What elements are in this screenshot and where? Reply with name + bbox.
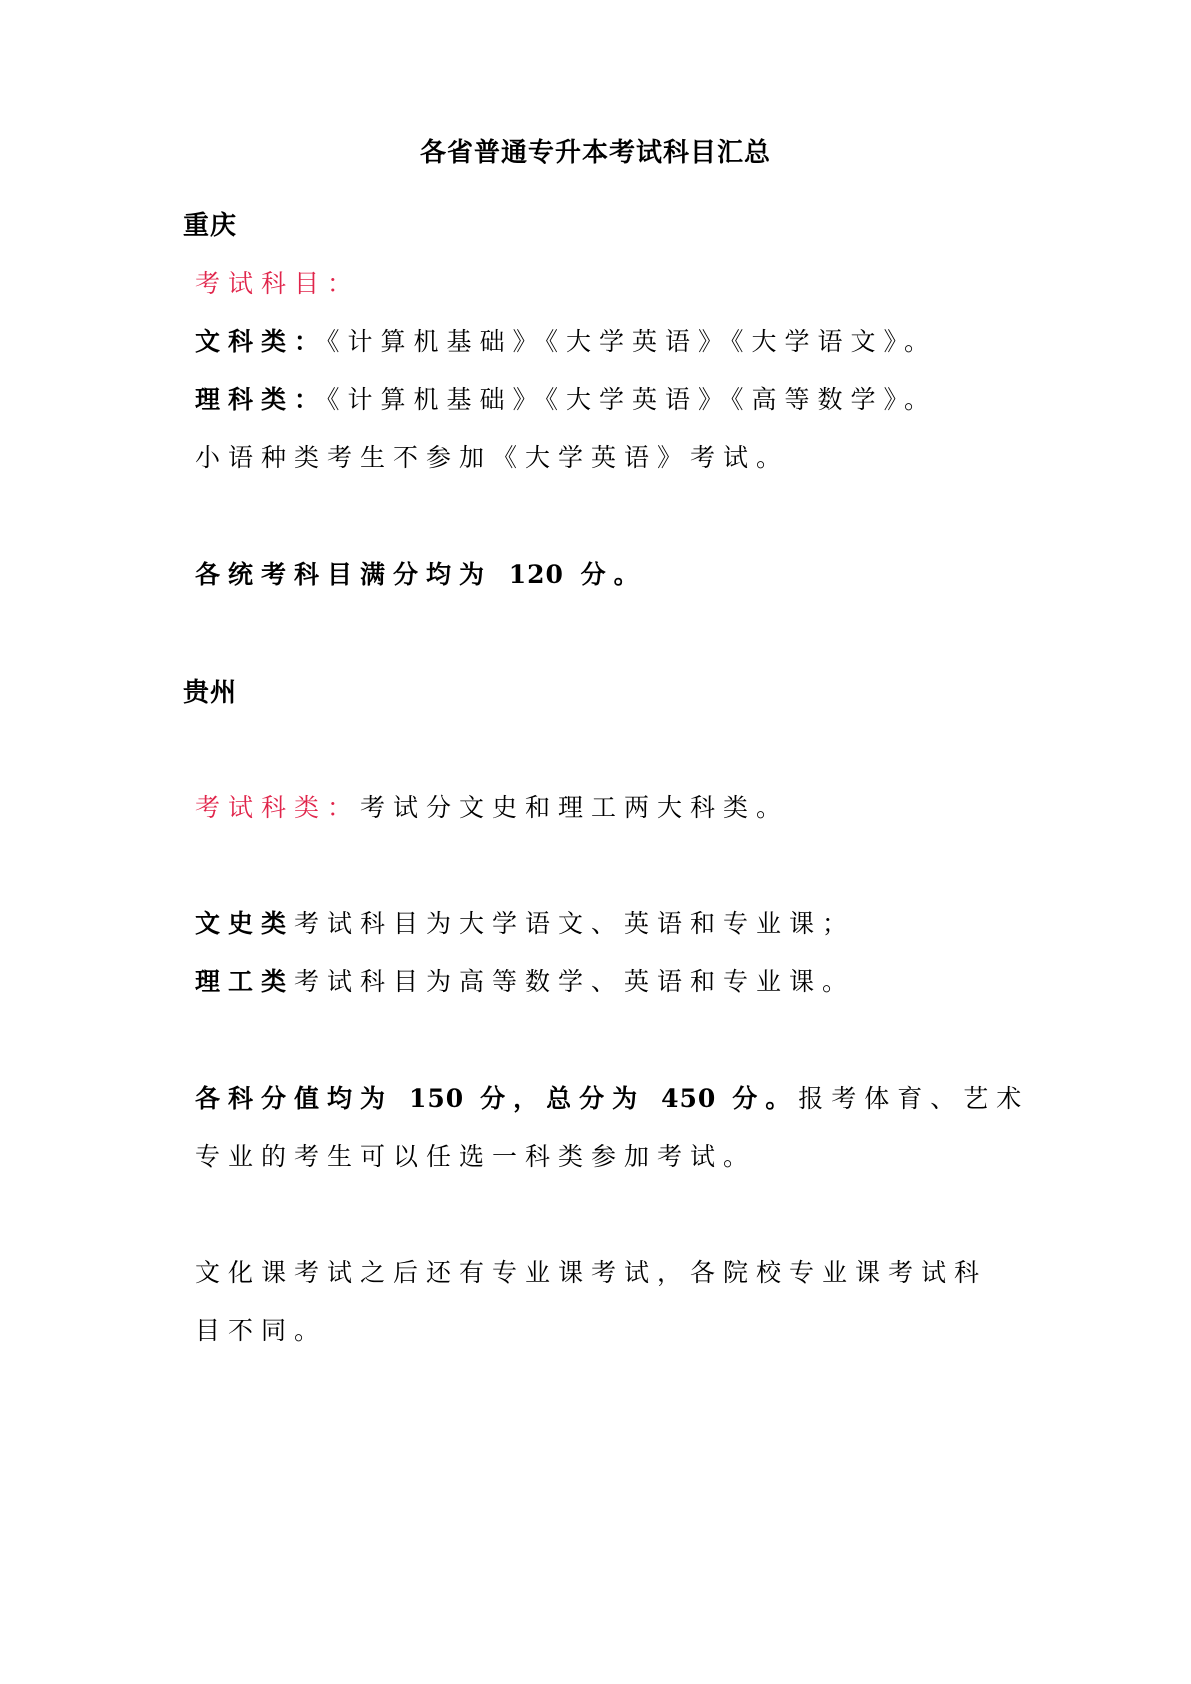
score-line-2: 专业的考生可以任选一科类参加考试。	[195, 1142, 757, 1171]
wenke-text: 《计算机基础》《大学英语》《大学语文》。	[327, 327, 938, 356]
score-part-1: 各科分值均为	[195, 1084, 394, 1113]
exam-category-line	[195, 788, 789, 824]
full-score-value: 120	[508, 560, 564, 589]
page-title: 各省普通专升本考试科目汇总	[419, 138, 771, 168]
region-heading-chongqing: 重庆	[183, 211, 238, 241]
exam-category-text: 考试分文史和理工两大科类。	[360, 793, 790, 822]
ligong-line	[195, 962, 855, 998]
ligong-label: 理工类	[195, 967, 295, 996]
wenke-subjects-line	[195, 322, 937, 358]
like-label: 理科类：	[195, 385, 328, 414]
extra-exam-line-1: 文化课考试之后还有专业课考试，各院校专业课考试科	[195, 1258, 988, 1287]
exam-category-label: 考试科类：	[195, 793, 361, 822]
like-text: 《计算机基础》《大学英语》《高等数学》。	[327, 385, 938, 414]
score-part-2: 分，总分为	[480, 1084, 646, 1113]
full-score-prefix: 各统考科目满分均为	[195, 560, 493, 589]
wenshi-line	[195, 904, 855, 940]
score-tail: 报考体育、艺术	[798, 1084, 1030, 1113]
score-value-2: 450	[661, 1084, 717, 1113]
minor-language-note: 小语种类考生不参加《大学英语》考试。	[195, 443, 790, 472]
full-score-line	[195, 555, 647, 591]
wenke-label: 文科类：	[195, 327, 328, 356]
wenshi-label: 文史类	[195, 909, 295, 938]
full-score-suffix: 分。	[580, 560, 647, 589]
wenshi-text: 考试科目为大学语文、英语和专业课；	[294, 909, 856, 938]
score-value-1: 150	[408, 1084, 465, 1113]
like-subjects-line	[195, 380, 937, 416]
score-part-3: 分。	[732, 1084, 799, 1113]
region-heading-guizhou: 贵州	[183, 678, 238, 708]
exam-subjects-heading: 考试科目：	[195, 269, 361, 298]
extra-exam-line-2: 目不同。	[195, 1316, 328, 1345]
ligong-text: 考试科目为高等数学、英语和专业课。	[294, 967, 856, 996]
score-line	[195, 1079, 1029, 1115]
